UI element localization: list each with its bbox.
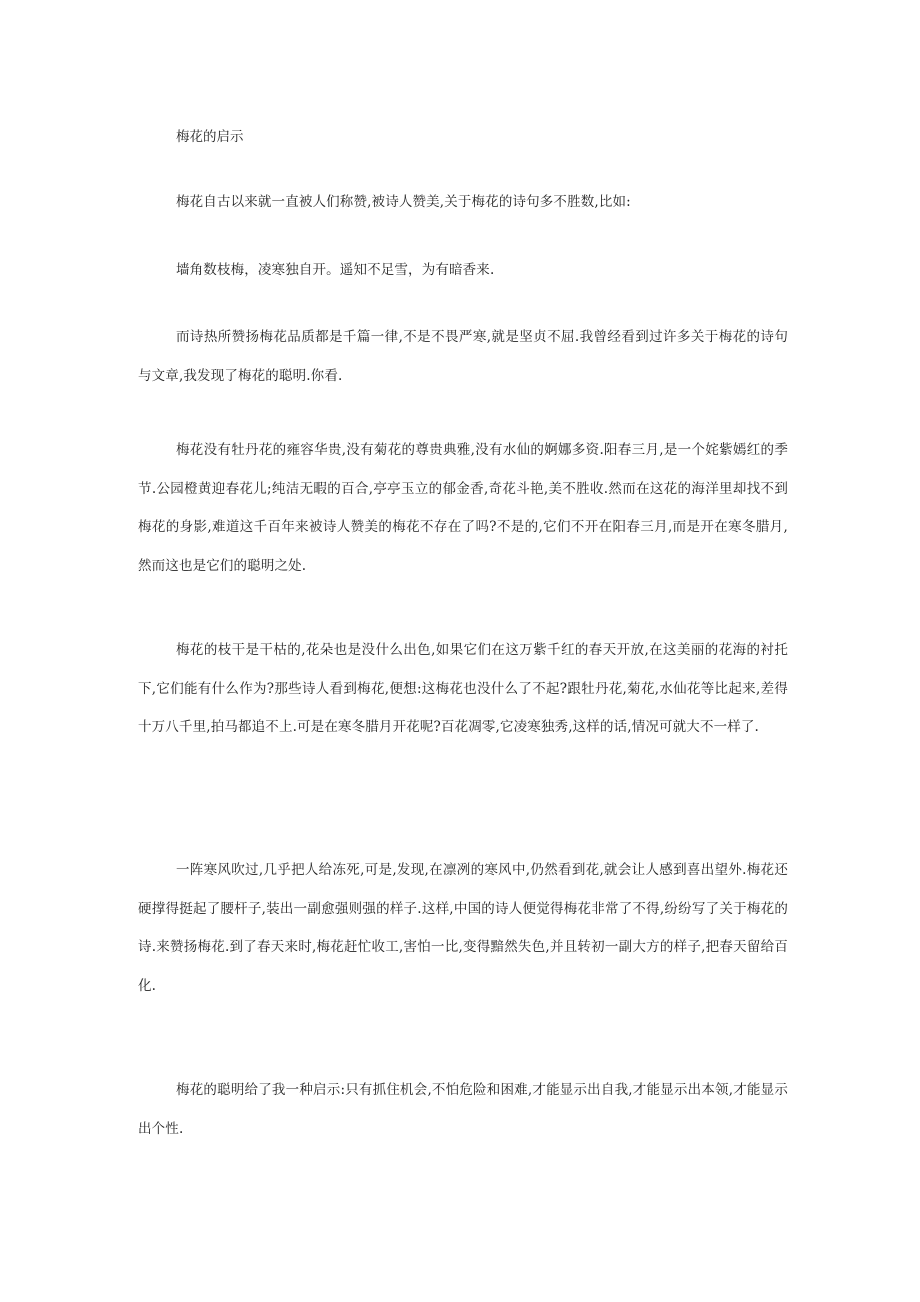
- paragraph-cold-wind: 一阵寒风吹过,几乎把人给冻死,可是,发现,在凛冽的寒风中,仍然看到花,就会让人感到喜出望外.梅花还硬撑得挺起了腰杆子,装出一副愈强则强的样子.这样,中国的诗人便觉得梅花非常了不得,纷纷写了关于梅花的诗.来赞扬梅花.到了春天来时,梅花赶忙收工,害怕一比,变得黯然失色,并且转初一副大方的样子,把春天留给百化.: [138, 862, 788, 994]
- paragraph-spring: 梅花没有牡丹花的雍容华贵,没有菊花的尊贵典雅,没有水仙的婀娜多资.阳春三月,是一个姹紫嫣红的季节.公园橙黄迎春花儿;纯洁无暇的百合,亭亭玉立的郁金香,奇花斗艳,美不胜收.然而在这花的海洋里却找不到梅花的身影,难道这千百年来被诗人赞美的梅花不存在了吗?不是的,它们不开在阳春三月,而是开在寒冬腊月,然而这也是它们的聪明之处.: [138, 442, 788, 574]
- paragraph-intro: 梅花自古以来就一直被人们称赞,被诗人赞美,关于梅花的诗句多不胜数,比如:: [176, 194, 631, 210]
- paragraph-poem: 墙角数枝梅，凌寒独自开。遥知不足雪，为有暗香来.: [176, 262, 495, 278]
- paragraph-praise: 而诗热所赞扬梅花品质都是千篇一律,不是不畏严寒,就是坚贞不屈.我曾经看到过许多关于梅花的诗句与文章,我发现了梅花的聪明.你看.: [138, 329, 788, 384]
- document-title: 梅花的启示: [176, 129, 244, 145]
- paragraph-conclusion: 梅花的聪明给了我一种启示:只有抓住机会,不怕危险和困难,才能显示出自我,才能显示出本领,才能显示出个性.: [138, 1082, 788, 1137]
- paragraph-winter: 梅花的枝干是干枯的,花朵也是没什么出色,如果它们在这万紫千红的春天开放,在这美丽的花海的衬托下,它们能有什么作为?那些诗人看到梅花,便想:这梅花也没什么了不起?跟牡丹花,菊花,水仙花等比起来,差得十万八千里,拍马都追不上.可是在寒冬腊月开花呢?百花凋零,它凌寒独秀,这样的话,情况可就大不一样了.: [138, 642, 788, 735]
